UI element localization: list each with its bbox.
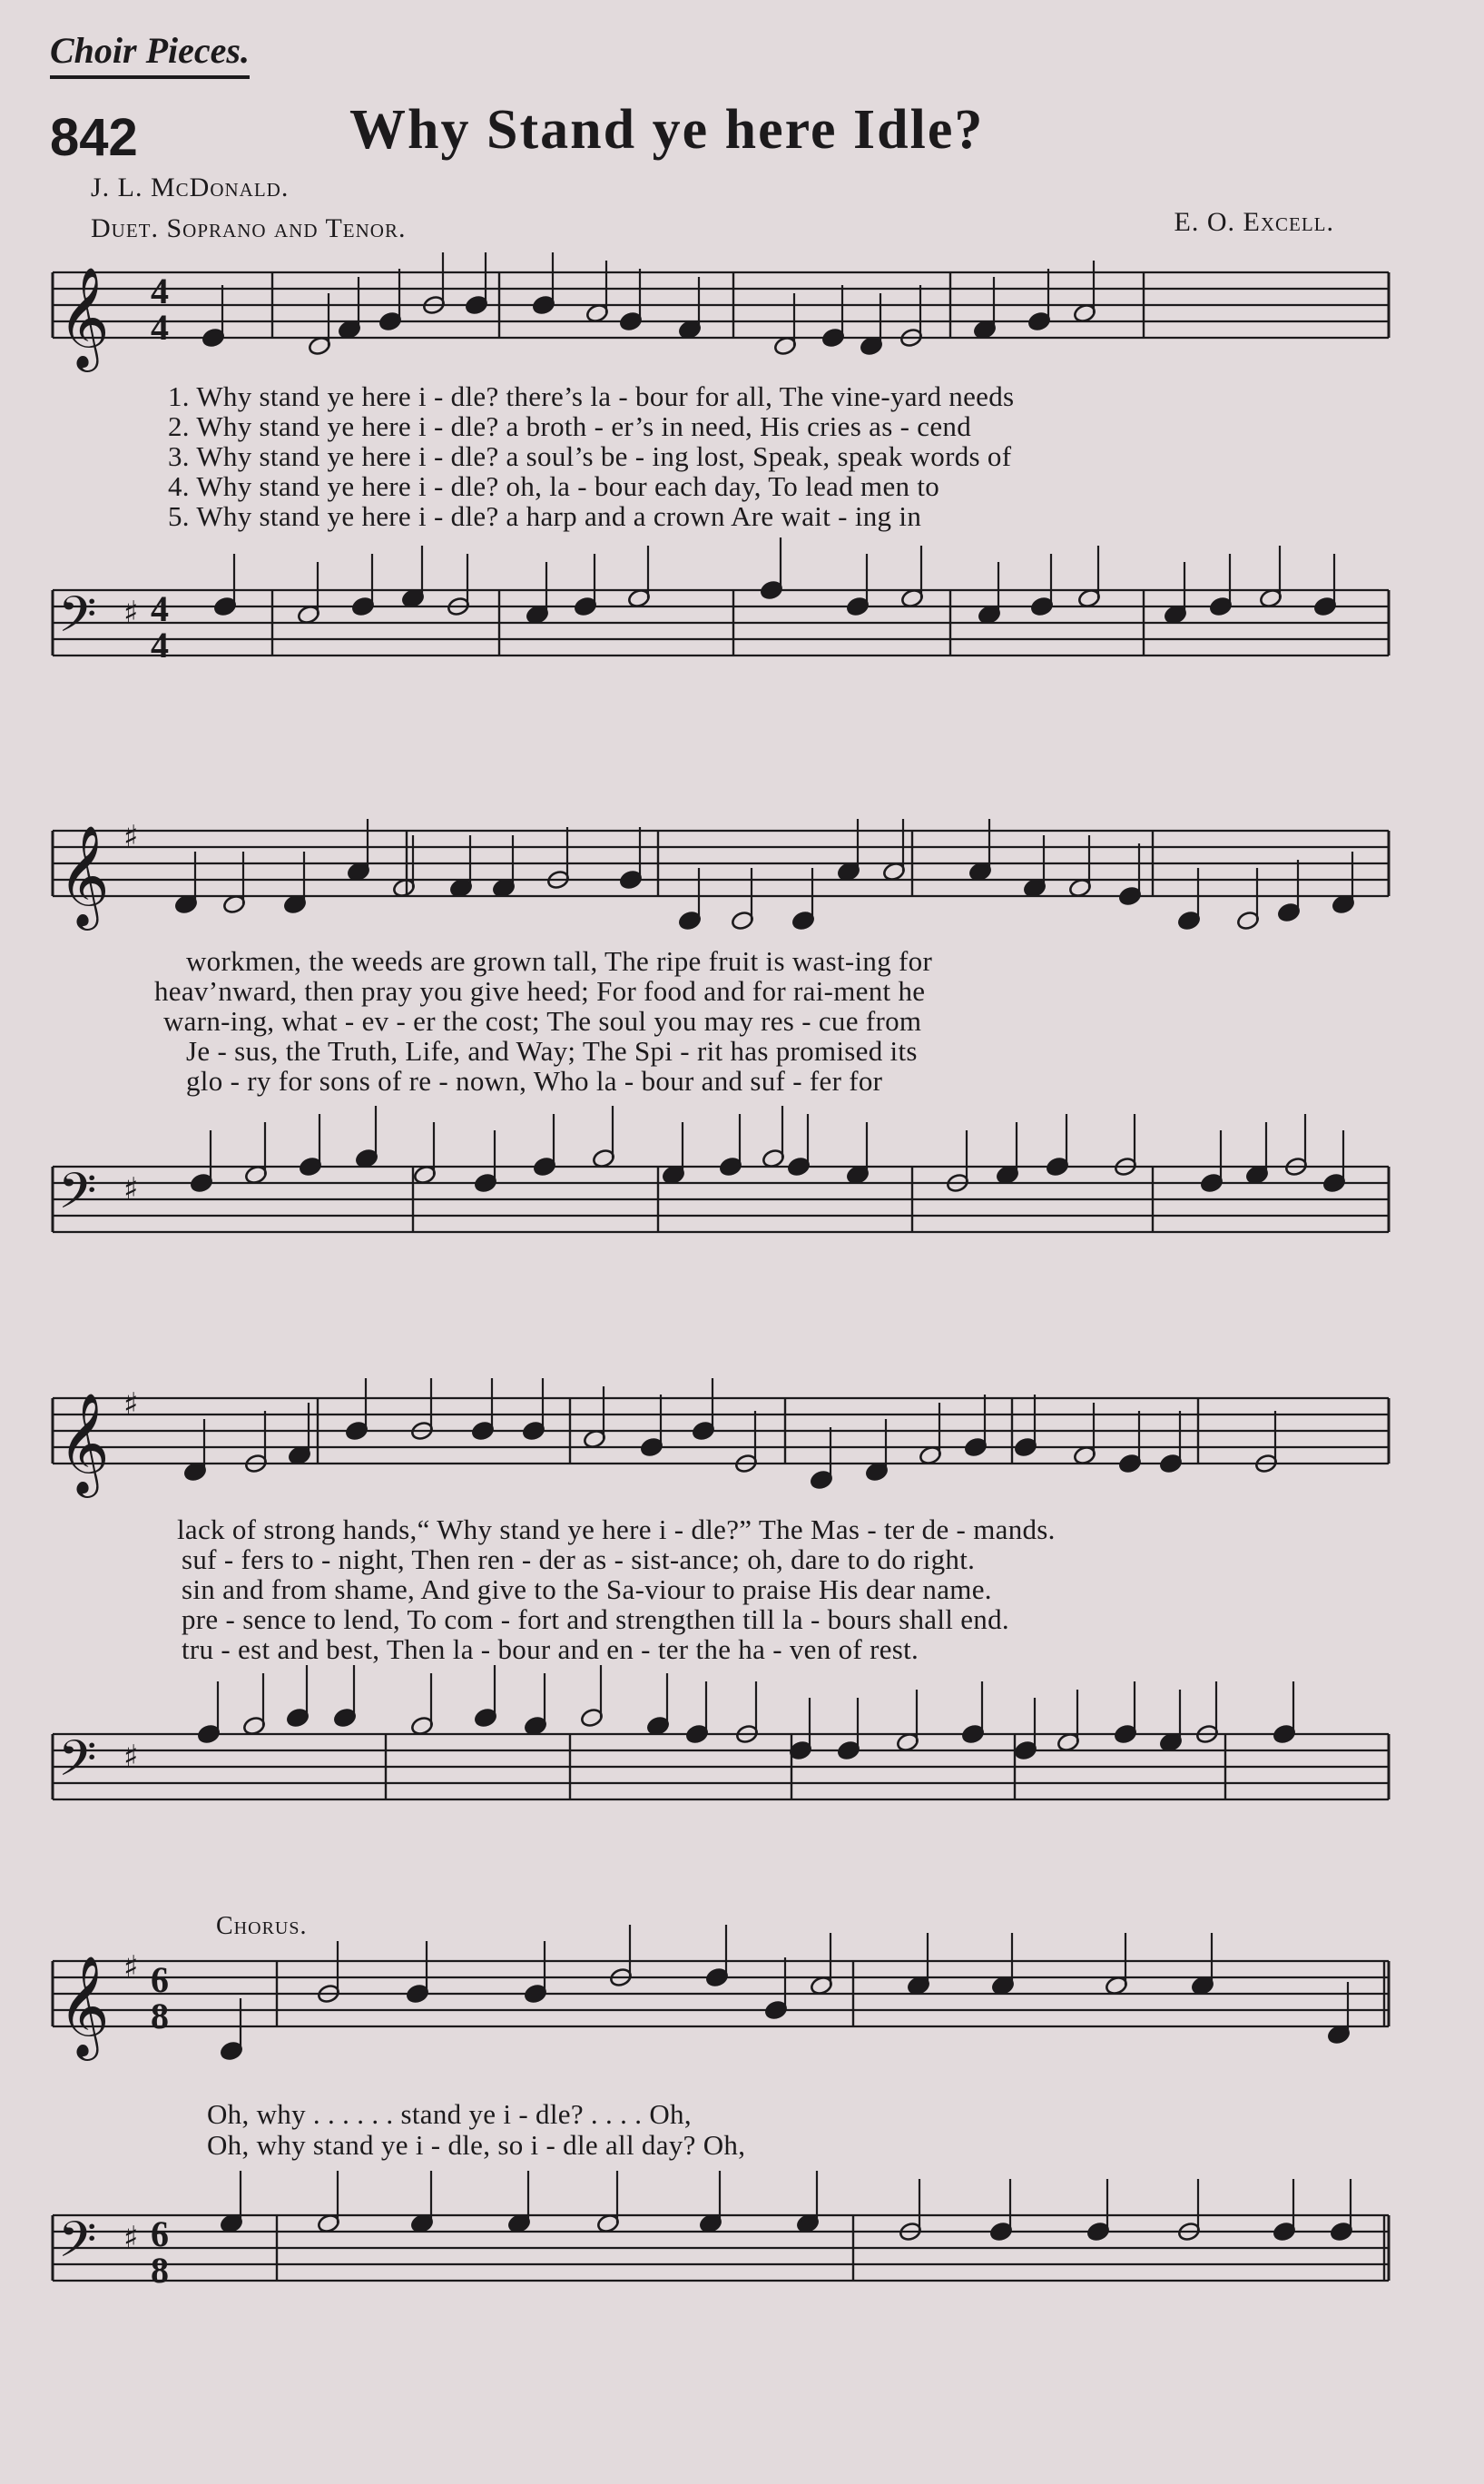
time-signature: 4 bbox=[151, 588, 169, 629]
time-signature: 8 bbox=[151, 1996, 169, 2036]
clef-icon: 𝄞 bbox=[58, 824, 110, 926]
author-credit: J. L. McDonald. bbox=[91, 172, 290, 202]
sharp-icon: ♯ bbox=[123, 2220, 139, 2256]
lyric-line: 5. Why stand ye here i - dle? a harp and a crown Are wait - ing in bbox=[168, 500, 922, 532]
lyric-line: lack of strong hands,“ Why stand ye here i - dle?” The Mas - ter de - mands. bbox=[177, 1513, 1056, 1545]
time-signature: 6 bbox=[151, 1959, 169, 2000]
chorus-label: Chorus. bbox=[216, 1912, 308, 1940]
time-signature: 6 bbox=[151, 2213, 169, 2254]
lyric-line: heav’nward, then pray you give heed; For food and for rai-ment he bbox=[154, 975, 926, 1007]
clef-icon: 𝄞 bbox=[58, 1392, 110, 1493]
clef-icon: 𝄞 bbox=[58, 266, 110, 368]
lyric-line: 4. Why stand ye here i - dle? oh, la - bour each day, To lead men to bbox=[168, 470, 940, 502]
hymn-number: 842 bbox=[50, 108, 138, 167]
lyric-line: warn-ing, what - ev - er the cost; The soul you may res - cue from bbox=[163, 1005, 922, 1037]
chorus-lyric-line: Oh, why . . . . . . stand ye i - dle? . . . . Oh, bbox=[207, 2098, 692, 2130]
time-signature: 4 bbox=[151, 307, 169, 348]
lyric-line: 3. Why stand ye here i - dle? a soul’s be - ing lost, Speak, speak words of bbox=[168, 440, 1012, 472]
lyric-line: Je - sus, the Truth, Life, and Way; The Spi - rit has promised its bbox=[186, 1035, 918, 1067]
section-heading: Choir Pieces. bbox=[50, 29, 250, 79]
lyric-line: 1. Why stand ye here i - dle? there’s la - bour for all, The vine-yard needs bbox=[168, 380, 1015, 412]
clef-icon: 𝄢 bbox=[58, 2211, 97, 2281]
clef-icon: 𝄢 bbox=[58, 1162, 97, 1232]
lyric-line: sin and from shame, And give to the Sa-viour to praise His dear name. bbox=[182, 1573, 992, 1605]
sharp-icon: ♯ bbox=[123, 1386, 139, 1423]
hymn-title: Why Stand ye here Idle? bbox=[349, 99, 985, 161]
voicing-label: Duet. Soprano and Tenor. bbox=[91, 213, 407, 243]
clef-icon: 𝄢 bbox=[58, 586, 97, 656]
sharp-icon: ♯ bbox=[123, 1949, 139, 1986]
time-signature: 4 bbox=[151, 271, 169, 311]
composer-credit: E. O. Excell. bbox=[1174, 207, 1334, 237]
lyric-line: glo - ry for sons of re - nown, Who la - bour and suf - fer for bbox=[186, 1065, 883, 1097]
lyric-line: tru - est and best, Then la - bour and en - ter the ha - ven of rest. bbox=[182, 1633, 919, 1665]
sharp-icon: ♯ bbox=[123, 1171, 139, 1208]
sharp-icon: ♯ bbox=[123, 595, 139, 631]
lyric-line: pre - sence to lend, To com - fort and strengthen till la - bours shall end. bbox=[182, 1603, 1009, 1635]
time-signature: 8 bbox=[151, 2250, 169, 2291]
sharp-icon: ♯ bbox=[123, 1739, 139, 1775]
sharp-icon: ♯ bbox=[123, 819, 139, 855]
time-signature: 4 bbox=[151, 625, 169, 665]
chorus-lyric-line: Oh, why stand ye i - dle, so i - dle all day? Oh, bbox=[207, 2129, 746, 2161]
lyric-line: suf - fers to - night, Then ren - der as - sist-ance; oh, dare to do right. bbox=[182, 1543, 976, 1575]
lyric-line: workmen, the weeds are grown tall, The ripe fruit is wast-ing for bbox=[186, 945, 933, 977]
clef-icon: 𝄞 bbox=[58, 1955, 110, 2056]
lyric-line: 2. Why stand ye here i - dle? a broth - er’s in need, His cries as - cend bbox=[168, 410, 972, 442]
clef-icon: 𝄢 bbox=[58, 1730, 97, 1799]
